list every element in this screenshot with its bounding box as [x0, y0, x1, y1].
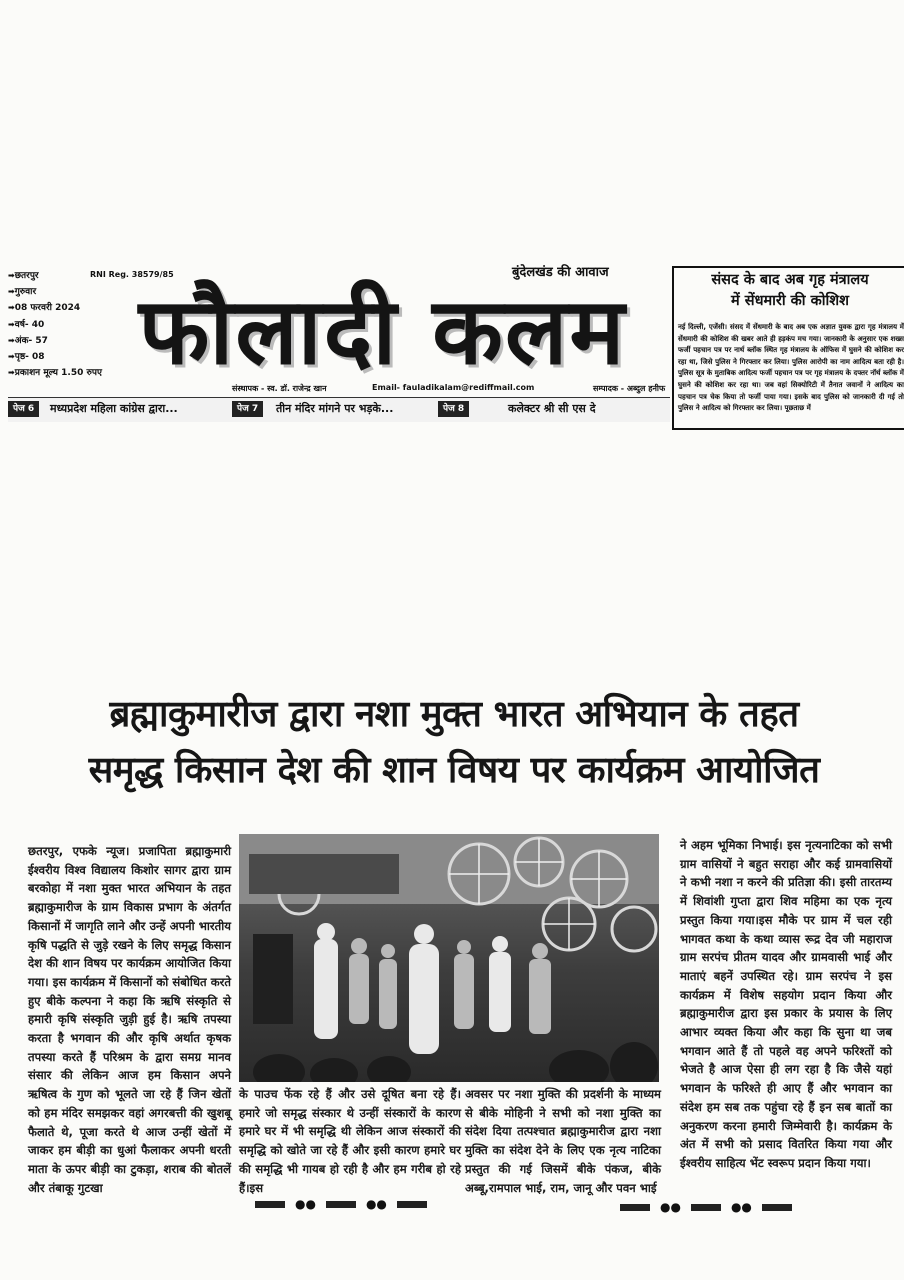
masthead-tagline: बुंदेलखंड की आवाज [512, 265, 609, 280]
dash [326, 1201, 356, 1208]
dash [620, 1204, 650, 1211]
ticker-item: मध्यप्रदेश महिला कांग्रेस द्वारा... [50, 402, 178, 415]
ticker-item: कलेक्टर श्री सी एस दे [508, 402, 596, 415]
dash [691, 1204, 721, 1211]
info-city: ➡ छतरपुर [8, 268, 116, 284]
column-end-marker [620, 1200, 850, 1214]
newspaper-title: फौलादी कलम [138, 278, 627, 385]
page-ticker [8, 397, 670, 422]
side-news-headline [674, 268, 904, 312]
article-column-3: अवसर पर नशा मुक्ति की प्रदर्शनी के माध्यम से बीके मोहिनी ने सभी को नशा मुक्ति का संदेश दिया तत्पश्चात ब्रह्माकुमारीज द्वारा नशा मुक्ति का संदेश देने के लिए एक नृत्य नाटिका प्रस्तुत की गई जिसमें बीके पंकज, बीके अब्बू,रामपाल भाई, राम, जानू और पवन भाई [465, 1087, 661, 1195]
side-news-headline-line-2: में सेंधमारी की कोशिश [731, 293, 849, 309]
article-headline-line-1: ब्रह्माकुमारीज द्वारा नशा मुक्त भारत अभियान के तहत [109, 692, 799, 735]
dot-icon: ●● [730, 1200, 752, 1214]
dash [762, 1204, 792, 1211]
side-news-box [672, 266, 904, 430]
side-news-headline-line-1: संसद के बाद अब गृह मंत्रालय [711, 272, 869, 288]
info-price: ➡ प्रकाशन मूल्य 1.50 रुपए [8, 365, 116, 381]
ticker-item: तीन मंदिर मांगने पर भड़के... [276, 402, 394, 415]
article-column-1: छतरपुर, एफके न्यूज। प्रजापिता ब्रह्माकुमारी ईश्वरीय विश्व विद्यालय किशोर सागर द्वारा ग्राम बरकोहा में नशा मुक्त भारत अभियान के तहत ब्रह्माकुमारीज के ग्राम विकास प्रभाग के अंतर्गत किसानों में जागृति लाने और उन्हें अपनी भारतीय कृषि पद्धति से जुड़े रखने के लिए समृद्ध किसान देश की शान विषय पर कार्यक्रम आयोजित किया गया। इस कार्यक्रम में किसानों को संबोधित करते हुए बीके कल्पना ने कहा कि ऋषि संस्कृति से हमारी कृषि संस्कृति जुड़ी हुई है। ऋषि तपस्या करता है भगवान की और कृषि अर्थात कृषक तपस्या करते हैं परिश्रम के द्वारा समग्र मानव संसार की लेकिन आज हम किसान अपने ऋषित्व के गुण को भूलते जा रहे हैं जिन खेतों को हम मंदिर समझकर वहां अगरबत्ती की खुशबू फैलाते थे, पूजा करते थे आज उन्हीं खेतों में जाकर हम बीड़ी का धुआं फैलाकर अपनी धरती माता के ऊपर बीड़ी का टुकड़ा, शराब की बोतलें और तंबाकू गुटखा [28, 844, 231, 1195]
editor-line: सम्पादक - अब्दुल हनीफ [593, 384, 666, 393]
ticker-page-badge: पेज 8 [438, 401, 469, 417]
info-year: ➡ वर्ष- 40 [8, 317, 116, 333]
ticker-page-badge: पेज 7 [232, 401, 263, 417]
founder-line: संस्थापक - स्व. डॉ. राजेन्द्र खान [232, 384, 327, 393]
rni-number: RNI Reg. 38579/85 [90, 270, 174, 279]
dash [397, 1201, 427, 1208]
email-line: Email- fauladikalam@rediffmail.com [372, 383, 535, 392]
article-headline-line-2: समृद्ध किसान देश की शान विषय पर कार्यक्रम आयोजित [88, 748, 820, 791]
article-column-2: के पाउच फेंक रहे हैं और उसे दूषित बना रहे हैं। हमारे जो समृद्ध संस्कार थे उन्हीं संस्कारों के कारण हमारे घर में भी समृद्धि थी लेकिन आज संस्कारों की समृद्धि को खोते जा रहे हैं और इसी कारण हमारे घर की समृद्धि भी गायब हो रही है और हम गरीब हो रहे हैं।इस [239, 1087, 461, 1195]
info-pages: ➡ पृष्ठ- 08 [8, 349, 116, 365]
dot-icon: ●● [295, 1197, 316, 1211]
dot-icon: ●● [660, 1200, 681, 1214]
info-issue: ➡ अंक- 57 [8, 333, 116, 349]
article-headline [14, 686, 894, 798]
column-end-marker [255, 1197, 445, 1211]
article-column-4: ने अहम भूमिका निभाई। इस नृत्यनाटिका को सभी ग्राम वासियों ने बहुत सराहा और कई ग्रामवासियों ने कभी नशा न करने की प्रतिज्ञा की। इसी तारतम्य में शिवांशी गुप्ता द्वारा शिव महिमा का एक नृत्य प्रस्तुत किया गया।इस मौके पर ग्राम में चल रही भागवत कथा के कथा व्यास रूद्र देव जी महाराज ग्राम सरपंच प्रीतम यादव और ग्रामवासी भाई और माताएं बहनें उपस्थित रहे। ग्राम सरपंच ने इस कार्यक्रम में विशेष सहयोग प्रदान किया और ब्रह्माकुमारीज द्वारा इस प्रकार के प्रयास के लिए आभार व्यक्त किया और कहा कि सुना था जब भगवान आते हैं तो पहले वह अपने फरिश्तों को भेजते है आज ऐसा ही लग रहा है कि जैसे यहां भगवान के फरिश्ते ही आए हैं और भगवान का संदेश हम सब तक पहुंचा रहे हैं इन सब बातों का अनुकरण करना हमारी जिम्मेवारी है। कार्यक्रम के अंत में सभी को प्रसाद वितरित किया गया और ईश्वरीय साहित्य भेंट स्वरूप प्रदान किया गया। [680, 838, 892, 1170]
ticker-page-badge: पेज 6 [8, 401, 39, 417]
dot-icon: ●● [365, 1197, 387, 1211]
dash [255, 1201, 285, 1208]
side-news-body: नई दिल्ली, एजेंसी। संसद में सेंधमारी के बाद अब एक अज्ञात युवक द्वारा गृह मंत्रालय में सेंधमारी की कोशिश की खबर आते ही हड़कंप मच गया। जानकारी के अनुसार एक शख्स फर्जी पहचान पत्र पर नार्थ ब्लॉक स्थित गृह मंत्रालय के ऑफिस में घुसने की कोशिश कर रहा था, जिसे पुलिस ने गिरफ्तार कर लिया। पुलिस आरोपी का नाम आदित्य बता रही है। पुलिस सूत्र के मुताबिक आदित्य फर्जी पहचान पत्र पर गृह मंत्रालय के दफ्तर नॉर्थ ब्लॉक में घुसने की कोशिश कर रहा था। जब वहां सिक्योरिटी में तैनात जवानों ने आदित्य का पहचान पत्र चेक किया तो फर्जी पाया गया। इसके बाद पुलिस को जानकारी दी गई तो पुलिस ने आदित्य को गिरफ्तार कर लिया। पूछताछ में [678, 323, 904, 413]
article-photo [239, 834, 659, 1082]
info-day: ➡ गुरुवार [8, 284, 116, 300]
info-date: ➡ 08 फरवरी 2024 [8, 300, 116, 316]
